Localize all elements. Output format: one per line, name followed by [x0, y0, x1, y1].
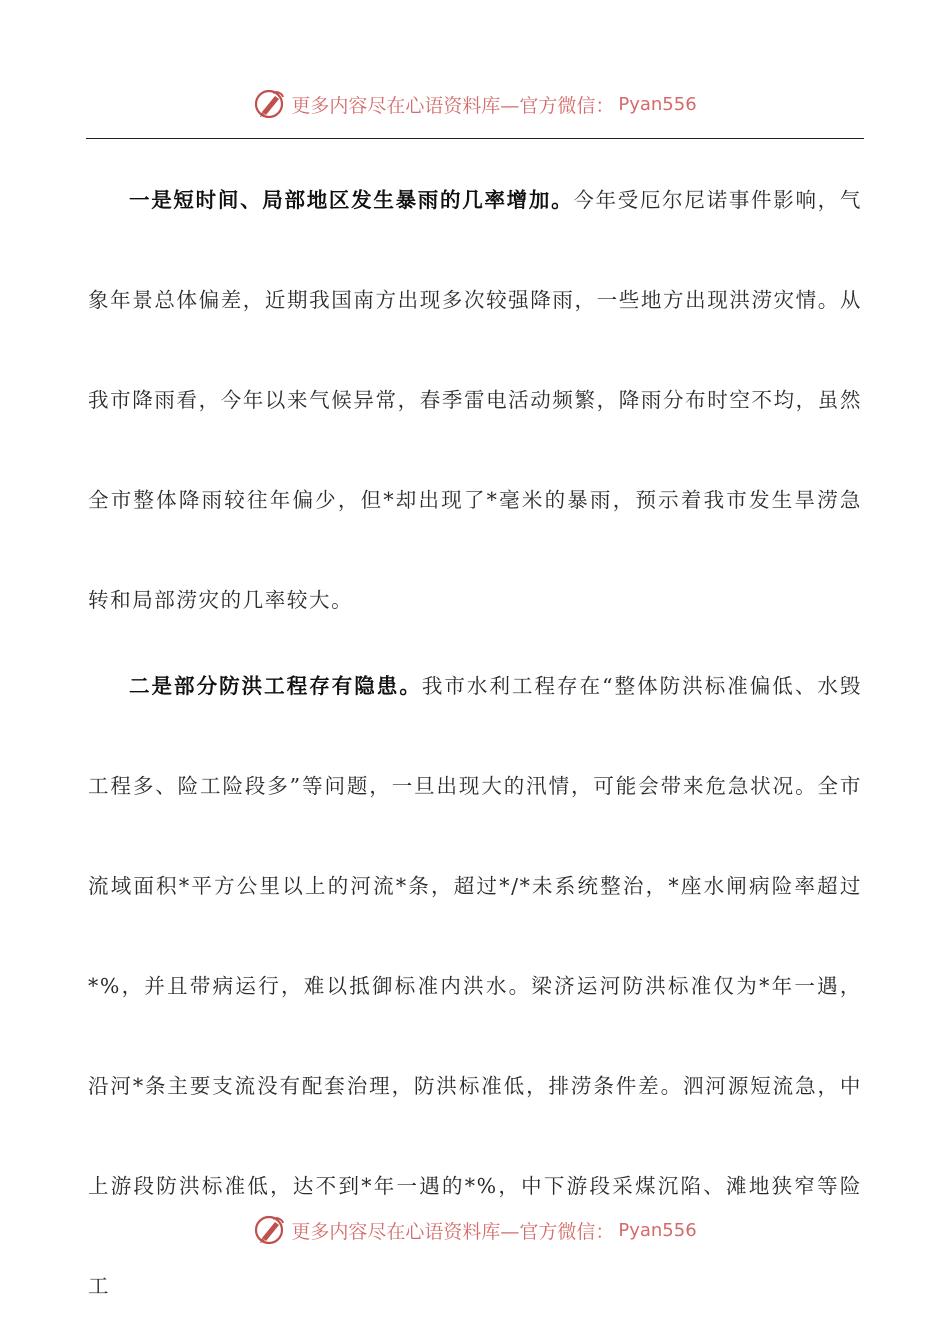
- footer-banner: [0, 1210, 950, 1250]
- pen-logo-icon: [253, 1213, 287, 1247]
- header-banner-contact: Pyan556: [618, 93, 697, 115]
- paragraph-2-body: 我市水利工程存在“整体防洪标准偏低、水毁工程多、险工险段多”等问题，一旦出现大的汛情，可能会带来危急状况。全市流域面积*平方公里以上的河流*条，超过*/*未系统整治，*座水闸病险率超过*%，并且带病运行，难以抵御标准内洪水。梁济运河防洪标准仅为*年一遇，沿河*条主要支流没有配套治理，防洪标准低，排涝条件差。泗河源短流急，中上游段防洪标准低，达不到*年一遇的*%，中下游段采煤沉陷、滩地狭窄等险工: [88, 674, 862, 1298]
- header-banner-text: 更多内容尽在心语资料库—官方微信：: [291, 94, 615, 117]
- paragraph-1-body: 今年受厄尔尼诺事件影响，气象年景总体偏差，近期我国南方出现多次较强降雨，一些地方出现洪涝灾情。从我市降雨看，今年以来气候异常，春季雷电活动频繁，降雨分布时空不均，虽然全市整体降雨较往年偏少，但*却出现了*毫米的暴雨，预示着我市发生旱涝急转和局部涝灾的几率较大。: [88, 188, 862, 612]
- paragraph-1: [88, 150, 862, 650]
- document-body: [88, 150, 862, 1336]
- footer-banner-contact: Pyan556: [618, 1219, 697, 1241]
- pen-logo-icon: [253, 87, 287, 121]
- paragraph-1-lead: 一是短时间、局部地区发生暴雨的几率增加。: [129, 188, 574, 212]
- footer-banner-text: 更多内容尽在心语资料库—官方微信：: [291, 1220, 615, 1243]
- header-divider: [86, 138, 864, 139]
- paragraph-2-lead: 二是部分防洪工程存有隐患。: [129, 674, 422, 698]
- header-banner: [0, 84, 950, 124]
